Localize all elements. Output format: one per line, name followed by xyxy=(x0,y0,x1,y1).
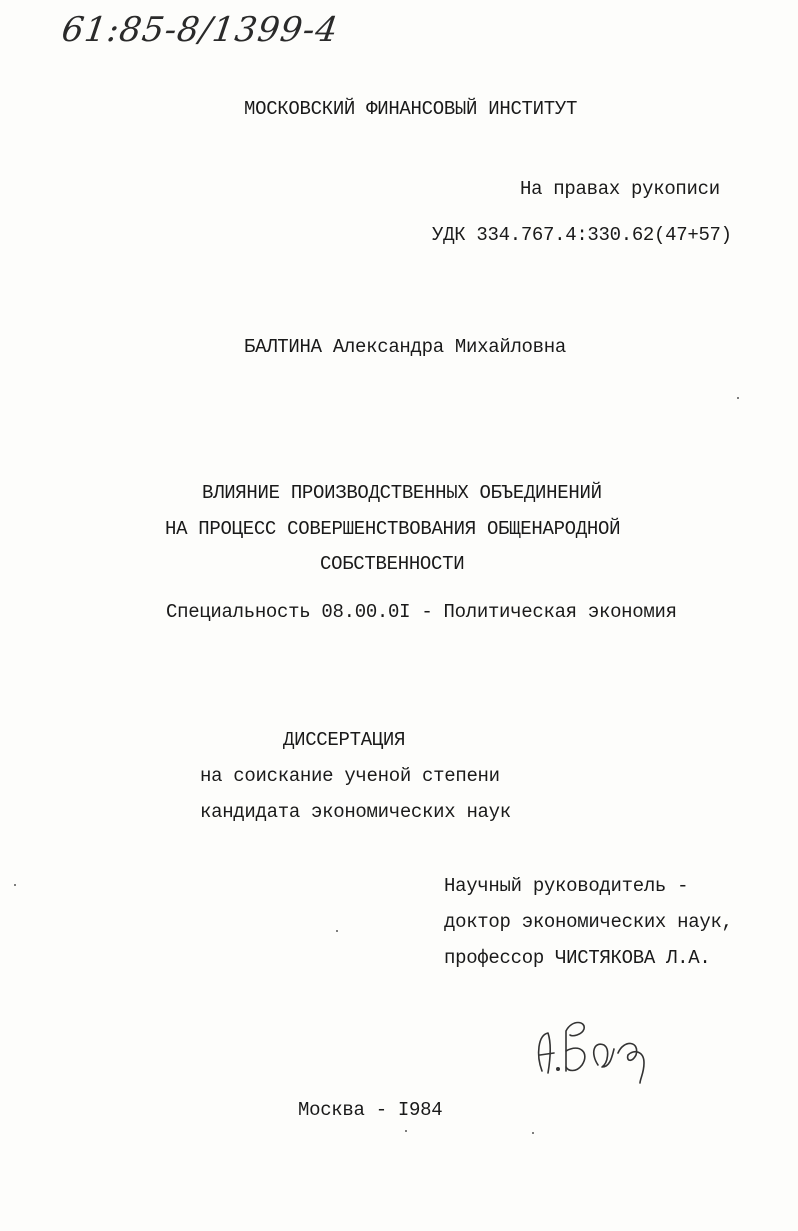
title-line-1: ВЛИЯНИЕ ПРОИЗВОДСТВЕННЫХ ОБЪЕДИНЕНИЙ xyxy=(202,482,602,504)
scan-speck xyxy=(532,1132,534,1134)
scan-speck xyxy=(737,397,739,399)
place-and-year: Москва - I984 xyxy=(298,1099,443,1121)
handwritten-signature xyxy=(528,1005,668,1085)
degree-line-1: на соискание ученой степени xyxy=(200,765,500,787)
supervisor-line-2: доктор экономических наук, xyxy=(444,911,733,933)
scan-speck xyxy=(14,884,16,886)
dissertation-heading: ДИССЕРТАЦИЯ xyxy=(283,729,406,751)
handwritten-archive-code: 61:85-8/1399-4 xyxy=(59,10,342,50)
scan-speck xyxy=(336,930,338,932)
degree-line-2: кандидата экономических наук xyxy=(200,801,511,823)
scan-speck xyxy=(405,1130,407,1132)
title-line-3: СОБСТВЕННОСТИ xyxy=(320,553,465,575)
supervisor-line-1: Научный руководитель - xyxy=(444,875,689,897)
udk-code: УДК 334.767.4:330.62(47+57) xyxy=(432,224,732,246)
author-name: БАЛТИНА Александра Михайловна xyxy=(244,336,566,358)
supervisor-line-3: профессор ЧИСТЯКОВА Л.А. xyxy=(444,947,711,969)
manuscript-rights-note: На правах рукописи xyxy=(520,178,720,200)
title-line-2: НА ПРОЦЕСС СОВЕРШЕНСТВОВАНИЯ ОБЩЕНАРОДНОЙ xyxy=(165,518,621,540)
institution-name: МОСКОВСКИЙ ФИНАНСОВЫЙ ИНСТИТУТ xyxy=(244,98,578,120)
specialty: Специальность 08.00.0I - Политическая экономия xyxy=(166,601,677,623)
